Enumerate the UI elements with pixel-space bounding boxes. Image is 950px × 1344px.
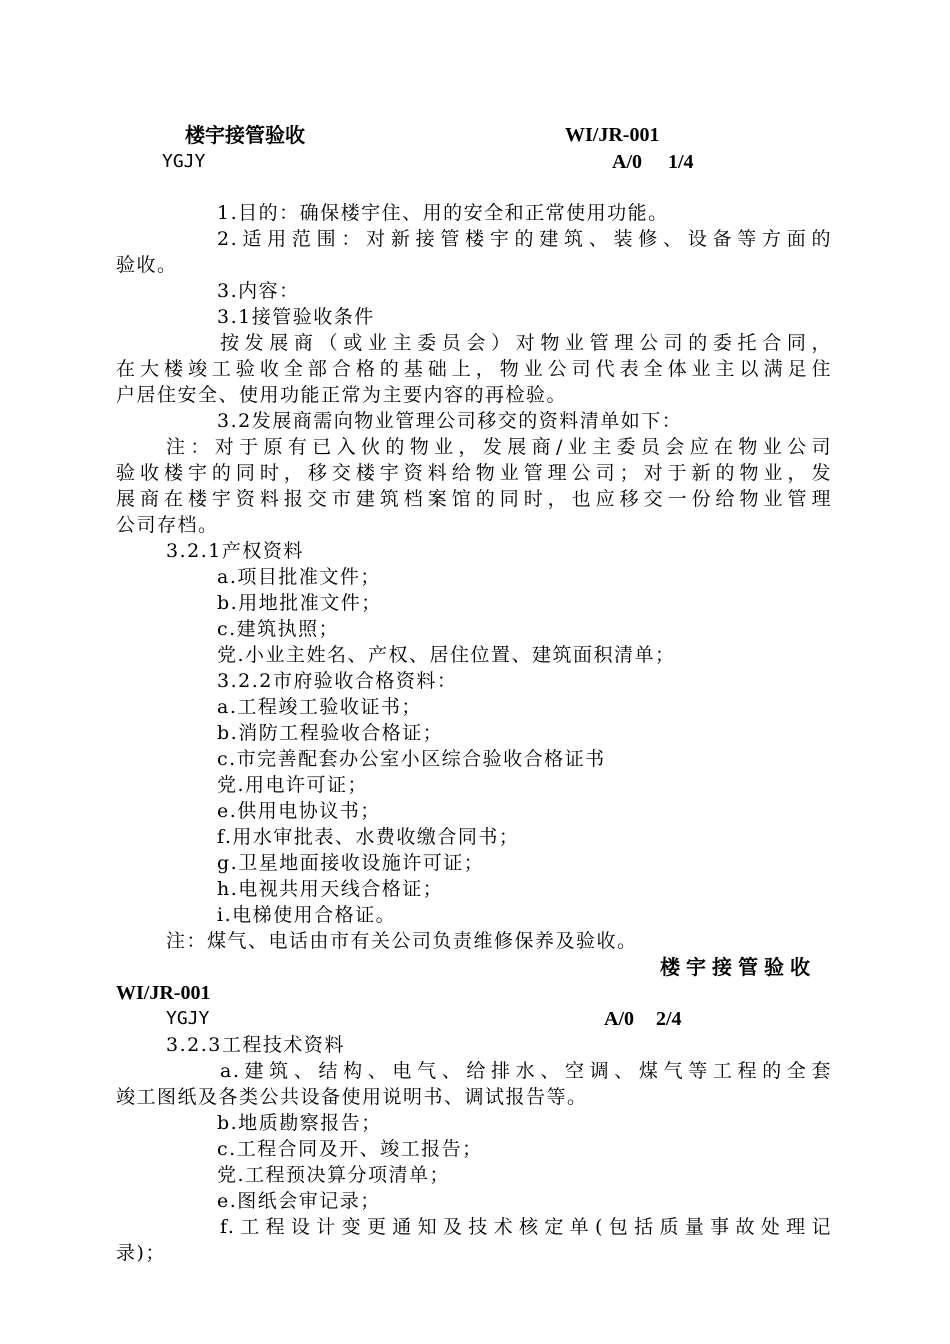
- note-line: 注：煤气、电话由市有关公司负责维修保养及验收。: [166, 930, 638, 952]
- paragraph-line: 注：对于原有已入伙的物业，发展商/业主委员会应在物业公司: [166, 436, 832, 458]
- list-item: a.项目批准文件；: [217, 566, 381, 588]
- paragraph-line: 公司存档。: [116, 514, 219, 536]
- header-version: A/0: [612, 151, 642, 173]
- paragraph-line: 录)；: [116, 1242, 166, 1264]
- section-heading: 3.2.1产权资料: [166, 540, 304, 562]
- list-item: g.卫星地面接收设施许可证；: [217, 852, 485, 874]
- header-page-number: 2/4: [656, 1008, 682, 1030]
- header-title: 楼宇接管验收: [660, 955, 816, 979]
- list-item: b.用地批准文件；: [217, 592, 382, 614]
- list-item: e.图纸会审记录；: [217, 1190, 381, 1212]
- paragraph-line: 竣工图纸及各类公共设备使用说明书、调试报告等。: [116, 1086, 588, 1108]
- list-item: a.建筑、结构、电气、给排水、空调、煤气等工程的全套: [220, 1060, 832, 1082]
- header-doc-number: WI/JR-001: [565, 124, 660, 146]
- paragraph-line: 展商在楼宇资料报交市建筑档案馆的同时，也应移交一份给物业管理: [116, 488, 832, 510]
- header-page-number: 1/4: [668, 151, 694, 173]
- section-heading: 3.1接管验收条件: [217, 306, 375, 328]
- list-item: f.工程设计变更通知及技术核定单(包括质量事故处理记: [220, 1216, 832, 1238]
- paragraph-line: 户居住安全、使用功能正常为主要内容的再检验。: [116, 384, 568, 406]
- list-item: 党.用电许可证；: [217, 774, 369, 796]
- header-doc-number: WI/JR-001: [116, 982, 211, 1004]
- header-code: YGJY: [162, 151, 206, 172]
- paragraph-line: 3.内容：: [217, 280, 300, 302]
- list-item: 党.工程预决算分项清单；: [217, 1164, 451, 1186]
- list-item: f.用水审批表、水费收缴合同书；: [217, 826, 520, 848]
- list-item: c.工程合同及开、竣工报告；: [217, 1138, 483, 1160]
- paragraph-line: 在大楼竣工验收全部合格的基础上，物业公司代表全体业主以满足住: [116, 358, 832, 380]
- header-code: YGJY: [166, 1008, 210, 1029]
- paragraph-line: 验收楼宇的同时，移交楼宇资料给物业管理公司；对于新的物业，发: [116, 462, 832, 484]
- list-item: b.地质勘察报告；: [217, 1112, 382, 1134]
- header-title: 楼宇接管验收: [185, 123, 305, 147]
- list-item: c.市完善配套办公室小区综合验收合格证书: [217, 748, 606, 770]
- list-item: 党.小业主姓名、产权、居住位置、建筑面积清单；: [217, 644, 676, 666]
- list-item: c.建筑执照；: [217, 618, 340, 640]
- header-version: A/0: [604, 1008, 634, 1030]
- list-item: e.供用电协议书；: [217, 800, 381, 822]
- list-item: a.工程竣工验收证书；: [217, 696, 422, 718]
- list-item: b.消防工程验收合格证；: [217, 722, 444, 744]
- list-item: h.电视共用天线合格证；: [217, 878, 444, 900]
- section-heading: 3.2发展商需向物业管理公司移交的资料清单如下：: [217, 410, 683, 432]
- section-heading: 3.2.3工程技术资料: [166, 1034, 345, 1056]
- paragraph-line: 2.适用范围：对新接管楼宇的建筑、装修、设备等方面的: [217, 228, 832, 250]
- list-item: i.电梯使用合格证。: [217, 904, 397, 926]
- paragraph-line: 验收。: [116, 254, 178, 276]
- section-heading: 3.2.2市府验收合格资料：: [217, 670, 458, 692]
- paragraph-line: 按发展商（或业主委员会）对物业管理公司的委托合同，: [220, 332, 832, 354]
- paragraph-line: 1.目的：确保楼宇住、用的安全和正常使用功能。: [217, 202, 669, 224]
